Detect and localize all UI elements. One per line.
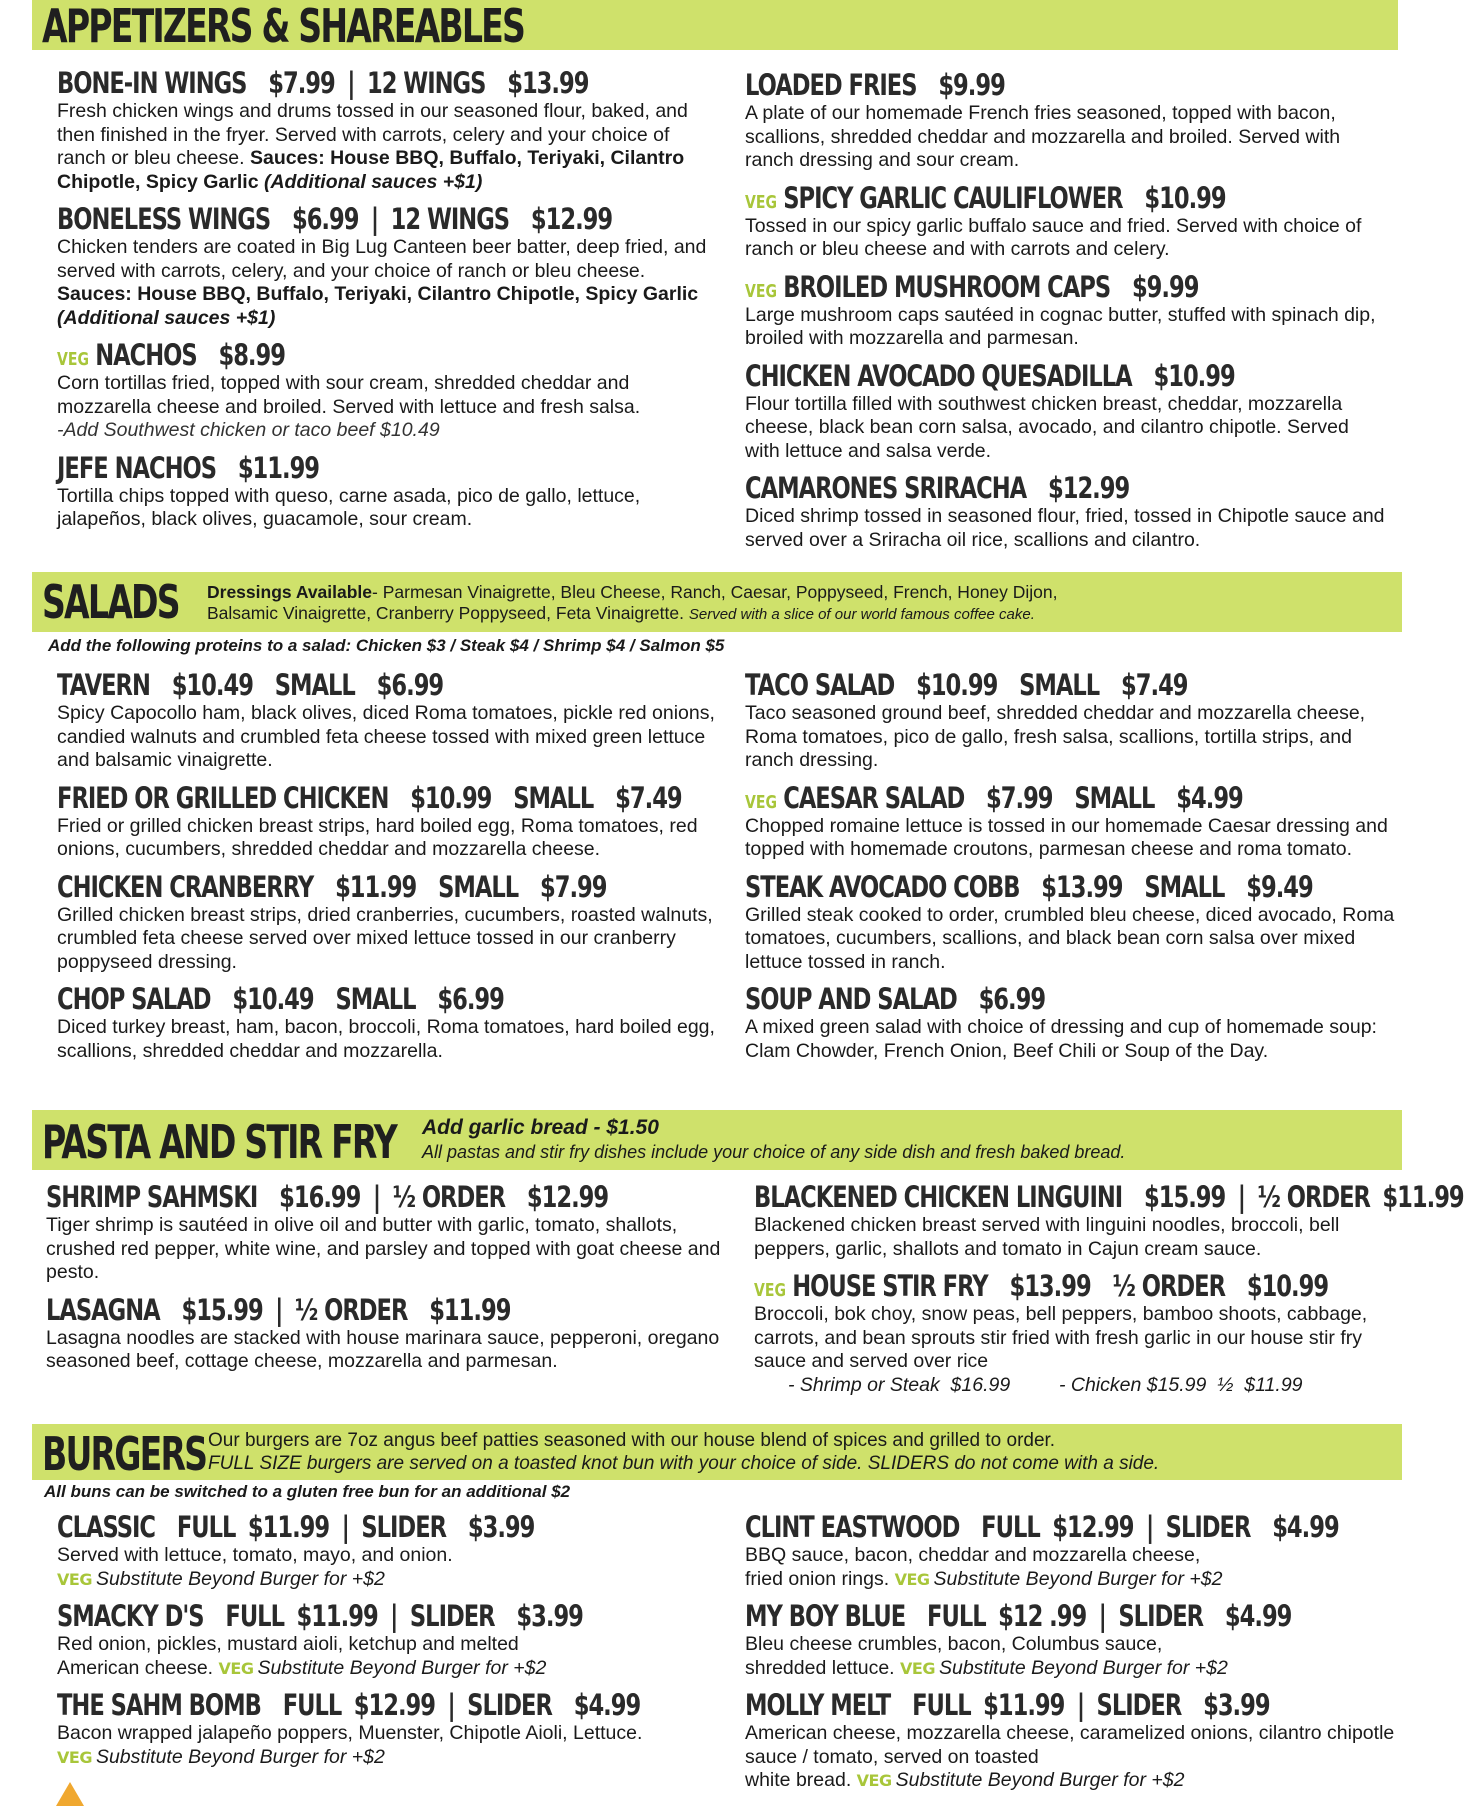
- item-description-line2: fried onion rings. VEG Substitute Beyond Burger for +$2: [745, 1567, 1223, 1590]
- menu-item-steak-avocado-cobb: [745, 870, 1395, 975]
- item-description: Grilled steak cooked to order, crumbled bleu cheese, diced avocado, Roma tomatoes, cucumbers, scallions, and black bean corn salsa over mixed lettuce tossed in ranch.: [745, 903, 1395, 973]
- item-description: Diced turkey breast, ham, bacon, broccoli, Roma tomatoes, hard boiled egg, scallions, shredded cheddar and mozzarella.: [57, 1016, 715, 1062]
- item-price: $7.99: [268, 66, 335, 100]
- item-price: $11.99: [237, 450, 320, 485]
- item-addon: - Shrimp or Steak $16.99 - Chicken $15.99 ½ $11.99: [788, 1373, 1303, 1396]
- item-description: Red onion, pickles, mustard aioli, ketchup and melted: [57, 1633, 519, 1655]
- item-description: Served with lettuce, tomato, mayo, and onion.: [57, 1544, 453, 1566]
- salad-proteins-note: Add the following proteins to a salad: Chicken $3 / Steak $4 / Shrimp $4 / Salmon $5: [48, 636, 725, 655]
- item-price: $11.99: [296, 1599, 378, 1633]
- item-name: SPICY GARLIC CAULIFLOWER: [783, 180, 1123, 215]
- item-alt-price: $4.99: [1224, 1599, 1292, 1633]
- separator: |: [1145, 1510, 1154, 1544]
- menu-item-molly-melt: [745, 1688, 1395, 1793]
- menu-item-tavern: [57, 668, 727, 773]
- item-alt-label: SLIDER: [409, 1599, 495, 1633]
- item-alt-price: $4.99: [1272, 1510, 1339, 1544]
- item-price: $12.99: [1052, 1510, 1134, 1544]
- item-description: Grilled chicken breast strips, dried cranberries, cucumbers, roasted walnuts, crumbled feta cheese served over mixed lettuce tossed in our cranberry poppyseed dressing.: [57, 903, 713, 973]
- item-description-line2: American cheese. VEG Substitute Beyond Burger for +$2: [57, 1656, 547, 1679]
- salads-header: [32, 572, 1402, 632]
- item-alt-price: $7.49: [615, 780, 682, 815]
- item-alt-label: ½ ORDER: [1112, 1269, 1226, 1303]
- beyond-note: VEG Substitute Beyond Burger for +$2: [57, 1567, 385, 1590]
- item-price: $11.99: [335, 869, 417, 904]
- item-size-label: FULL: [927, 1599, 986, 1633]
- separator: |: [447, 1688, 455, 1722]
- burgers-header: [32, 1424, 1402, 1480]
- item-price: $10.49: [171, 668, 253, 702]
- menu-item-bone-in-wings: [57, 66, 717, 194]
- item-alt-label: SLIDER: [467, 1688, 552, 1722]
- item-name: CHICKEN CRANBERRY: [57, 869, 314, 904]
- item-price: $10.99: [410, 780, 492, 815]
- item-price: $10.49: [232, 982, 314, 1016]
- item-price: $13.99: [1041, 869, 1123, 904]
- item-name: MY BOY BLUE: [745, 1599, 906, 1633]
- item-price: $15.99: [181, 1292, 263, 1327]
- item-price: $8.99: [218, 338, 285, 372]
- menu-item-blackened-chicken-linguini: [754, 1180, 1464, 1261]
- item-alt-label: SLIDER: [1118, 1599, 1204, 1633]
- item-name: BONE-IN WINGS: [57, 66, 247, 100]
- item-price: $11.99: [247, 1510, 330, 1544]
- item-alt-price: $6.99: [376, 668, 444, 702]
- item-description: Diced shrimp tossed in seasoned flour, fried, tossed in Chipotle sauce and served over a Sriracha oil rice, scallions and cilantro.: [745, 505, 1385, 551]
- item-description: Broccoli, bok choy, snow peas, bell peppers, bamboo shoots, cabbage, carrots, and bean sprouts stir fried with fresh garlic in our house stir fry sauce and served over rice: [754, 1303, 1368, 1372]
- veg-badge: VEG: [754, 1280, 786, 1301]
- menu-item-caesar-salad: [745, 781, 1395, 862]
- item-description: Blackened chicken breast served with linguini noodles, broccoli, bell peppers, garlic, shallots and tomato in Cajun cream sauce.: [754, 1214, 1340, 1260]
- item-description: Taco seasoned ground beef, shredded cheddar and mozzarella cheese, Roma tomatoes, pico de gallo, fresh salsa, scallions, tortilla strips, and ranch dressing.: [745, 702, 1366, 771]
- separator: |: [347, 66, 355, 100]
- item-alt-price: $13.99: [507, 66, 589, 100]
- menu-item-the-sahm-bomb: [57, 1688, 737, 1769]
- item-price: $12.99: [353, 1688, 435, 1722]
- gluten-free-note: All buns can be switched to a gluten free bun for an additional $2: [44, 1482, 571, 1501]
- item-name: LASAGNA: [46, 1292, 160, 1327]
- menu-item-lasagna: [46, 1293, 726, 1374]
- item-description: Large mushroom caps sautéed in cognac butter, stuffed with spinach dip, broiled with mozzarella and parmesan.: [745, 303, 1376, 349]
- item-name: BONELESS WINGS: [57, 202, 271, 236]
- item-addon: -Add Southwest chicken or taco beef $10.49: [57, 419, 440, 441]
- item-size-label: FULL: [176, 1510, 236, 1544]
- item-description: American cheese, mozzarella cheese, caramelized onions, cilantro chipotle sauce / tomato, served on toasted: [745, 1722, 1395, 1768]
- menu-item-taco-salad: [745, 668, 1395, 773]
- menu-item-loaded-fries: [745, 68, 1385, 173]
- menu-item-my-boy-blue: [745, 1599, 1395, 1680]
- veg-badge: VEG: [745, 191, 777, 213]
- item-alt-price: $10.99: [1246, 1269, 1329, 1303]
- menu-item-broiled-mushroom-caps: [745, 270, 1385, 351]
- appetizers-title: APPETIZERS & SHAREABLES: [42, 0, 525, 53]
- menu-item-chicken-cranberry: [57, 870, 727, 975]
- item-price: $10.99: [1144, 180, 1226, 215]
- beyond-note: VEG Substitute Beyond Burger for +$2: [57, 1745, 385, 1768]
- item-alt-label: SMALL: [1144, 869, 1225, 904]
- item-alt-label: SMALL: [513, 780, 594, 815]
- item-alt-label: ½ ORDER: [1257, 1180, 1370, 1214]
- pasta-side-note: All pastas and stir fry dishes include your choice of any side dish and fresh baked bread.: [422, 1142, 1126, 1162]
- item-alt-price: $12.99: [530, 202, 613, 236]
- menu-item-boneless-wings: [57, 202, 717, 330]
- item-description-line2: shredded lettuce. VEG Substitute Beyond Burger for +$2: [745, 1656, 1228, 1679]
- item-price: $12.99: [1048, 471, 1130, 505]
- item-name: CHICKEN AVOCADO QUESADILLA: [745, 358, 1132, 393]
- pasta-left-column: [46, 1180, 726, 1382]
- separator: |: [275, 1292, 283, 1327]
- item-description: A plate of our homemade French fries seasoned, topped with bacon, scallions, shredded cheddar and mozzarella and broiled. Served with ranch dressing and sour cream.: [745, 102, 1341, 171]
- veg-badge: VEG: [745, 791, 777, 813]
- item-alt-label: SMALL: [1074, 780, 1155, 815]
- item-alt-price: $3.99: [516, 1599, 583, 1633]
- item-alt-price: $7.99: [540, 869, 607, 904]
- burgers-note: Our burgers are 7oz angus beef patties seasoned with our house blend of spices and grilled to order. FULL SIZE burgers are served on a toasted knot bun with your choice of side. SLIDERS do not come with a side.: [208, 1430, 1160, 1474]
- item-price: $9.99: [938, 68, 1005, 102]
- dressings-note: Dressings Available- Parmesan Vinaigrette, Bleu Cheese, Ranch, Caesar, Poppyseed, French, Honey Dijon, Balsamic Vinaigrette, Cranberry Poppyseed, Feta Vinaigrette. Served with a slice of our world famous coffee cake.: [207, 582, 1058, 623]
- item-name: THE SAHM BOMB: [57, 1688, 261, 1722]
- item-alt-label: 12 WINGS: [390, 202, 510, 236]
- item-description: Tiger shrimp is sautéed in olive oil and butter with garlic, tomato, shallots, crushed red pepper, white wine, and parsley and topped with goat cheese and pesto.: [46, 1214, 721, 1283]
- warning-icon: [56, 1782, 84, 1806]
- pasta-title: PASTA AND STIR FRY: [42, 1115, 396, 1169]
- item-name: TAVERN: [57, 668, 150, 702]
- item-name: HOUSE STIR FRY: [792, 1269, 988, 1303]
- item-description: Corn tortillas fried, topped with sour cream, shredded cheddar and mozzarella cheese and broiled. Served with lettuce and fresh salsa.: [57, 372, 641, 418]
- item-price: $6.99: [978, 982, 1046, 1016]
- separator: |: [1076, 1688, 1085, 1722]
- separator: |: [1098, 1599, 1106, 1633]
- item-alt-price: $9.49: [1246, 869, 1313, 904]
- item-description: BBQ sauce, bacon, cheddar and mozzarella cheese,: [745, 1544, 1201, 1566]
- item-size-label: FULL: [225, 1599, 284, 1633]
- menu-item-chop-salad: [57, 982, 727, 1063]
- separator: |: [1237, 1180, 1245, 1214]
- item-alt-label: SMALL: [438, 869, 519, 904]
- menu-item-camarones-sriracha: [745, 471, 1385, 552]
- item-name: CAESAR SALAD: [783, 780, 965, 815]
- item-description: Fried or grilled chicken breast strips, hard boiled egg, Roma tomatoes, red onions, cucumbers, shredded cheddar and mozzarella cheese.: [57, 814, 698, 860]
- item-alt-price: $11.99: [1382, 1180, 1464, 1214]
- item-price: $15.99: [1144, 1180, 1226, 1214]
- item-name: BROILED MUSHROOM CAPS: [783, 269, 1111, 304]
- item-name: CHOP SALAD: [57, 982, 211, 1016]
- menu-item-house-stir-fry: [754, 1269, 1404, 1397]
- item-name: MOLLY MELT: [745, 1688, 891, 1722]
- item-name: TACO SALAD: [745, 668, 895, 702]
- burgers-left-column: [57, 1510, 737, 1777]
- item-alt-price: $3.99: [1203, 1688, 1270, 1722]
- separator: |: [390, 1599, 398, 1633]
- separator: |: [372, 1180, 381, 1214]
- item-alt-label: ½ ORDER: [294, 1292, 408, 1327]
- menu-item-jefe-nachos: [57, 451, 717, 532]
- item-name: LOADED FRIES: [745, 68, 917, 102]
- item-name: SOUP AND SALAD: [745, 982, 957, 1016]
- pasta-right-column: [754, 1180, 1464, 1405]
- item-price: $9.99: [1131, 269, 1199, 304]
- menu-item-clint-eastwood: [745, 1510, 1395, 1591]
- item-alt-price: $12.99: [526, 1180, 609, 1214]
- menu-item-spicy-garlic-cauliflower: [745, 181, 1385, 262]
- item-description: Bacon wrapped jalapeño poppers, Muenster, Chipotle Aioli, Lettuce.: [57, 1722, 643, 1744]
- menu-item-nachos: [57, 338, 717, 443]
- separator: |: [370, 202, 379, 236]
- item-description: A mixed green salad with choice of dressing and cup of homemade soup: Clam Chowder, French Onion, Beef Chili or Soup of the Day.: [745, 1016, 1377, 1062]
- item-alt-label: SMALL: [1019, 668, 1100, 702]
- item-name: SHRIMP SAHMSKI: [46, 1180, 258, 1214]
- menu-item-classic: [57, 1510, 737, 1591]
- item-description-line2: white bread. VEG Substitute Beyond Burger for +$2: [745, 1769, 1185, 1791]
- item-size-label: FULL: [282, 1688, 342, 1722]
- menu-item-shrimp-sahmski: [46, 1180, 726, 1285]
- salads-right-column: [745, 668, 1395, 1071]
- appetizers-header: [32, 0, 1398, 53]
- item-price: $6.99: [291, 202, 359, 236]
- item-size-label: FULL: [912, 1688, 971, 1722]
- item-name: NACHOS: [95, 338, 197, 372]
- veg-badge: VEG: [57, 349, 89, 370]
- item-name: BLACKENED CHICKEN LINGUINI: [754, 1180, 1123, 1214]
- item-alt-label: SMALL: [335, 982, 416, 1016]
- item-description: Flour tortilla filled with southwest chicken breast, cheddar, mozzarella cheese, black bean corn salsa, avocado, and cilantro chipotle. Served with lettuce and salsa verde.: [745, 392, 1349, 462]
- appetizers-left-column: [57, 66, 717, 540]
- item-price: $16.99: [279, 1180, 361, 1214]
- salads-title: SALADS: [42, 575, 179, 629]
- item-price: $10.99: [1153, 358, 1235, 393]
- item-name: CLASSIC: [57, 1510, 156, 1544]
- item-alt-price: $4.99: [573, 1688, 641, 1722]
- menu-item-soup-and-salad: [745, 982, 1395, 1063]
- item-alt-price: $7.49: [1121, 668, 1188, 702]
- item-price: $12 .99: [998, 1599, 1087, 1633]
- menu-item-smacky-ds: [57, 1599, 737, 1680]
- item-alt-label: SLIDER: [1165, 1510, 1251, 1544]
- item-description: Fresh chicken wings and drums tossed in our seasoned flour, baked, and then finished in the fryer. Served with carrots, celery and your choice of ranch or bleu cheese. Sauces: House BBQ, Buffalo, Teriyaki, Cilantro Chipotle, Spicy Garlic (Additional sauces +$1): [57, 100, 688, 193]
- pasta-header: [32, 1110, 1402, 1170]
- item-alt-price: $11.99: [429, 1292, 511, 1327]
- item-name: FRIED OR GRILLED CHICKEN: [57, 780, 389, 815]
- garlic-bread-note: Add garlic bread - $1.50: [422, 1116, 659, 1139]
- item-price: $7.99: [986, 780, 1053, 815]
- item-alt-label: 12 WINGS: [366, 66, 486, 100]
- item-price: $13.99: [1009, 1269, 1091, 1303]
- item-description: Tortilla chips topped with queso, carne asada, pico de gallo, lettuce, jalapeños, black olives, guacamole, sour cream.: [57, 484, 641, 530]
- separator: |: [341, 1510, 349, 1544]
- salads-left-column: [57, 668, 727, 1071]
- item-alt-price: $3.99: [467, 1510, 535, 1544]
- item-name: STEAK AVOCADO COBB: [745, 869, 1020, 904]
- item-name: CLINT EASTWOOD: [745, 1510, 960, 1544]
- menu-item-fried-or-grilled-chicken: [57, 781, 727, 862]
- item-name: SMACKY D'S: [57, 1599, 204, 1633]
- item-alt-label: SLIDER: [361, 1510, 447, 1544]
- appetizers-right-column: [745, 68, 1385, 560]
- item-description: Bleu cheese crumbles, bacon, Columbus sauce,: [745, 1633, 1163, 1655]
- item-name: CAMARONES SRIRACHA: [745, 471, 1027, 505]
- item-description: Lasagna noodles are stacked with house marinara sauce, pepperoni, oregano seasoned beef, cottage cheese, mozzarella and parmesan.: [46, 1326, 720, 1372]
- item-description: Tossed in our spicy garlic buffalo sauce and fried. Served with choice of ranch or bleu cheese and with carrots and celery.: [745, 214, 1362, 260]
- item-alt-label: SLIDER: [1096, 1688, 1182, 1722]
- burgers-right-column: [745, 1510, 1395, 1801]
- menu-item-chicken-avocado-quesadilla: [745, 359, 1385, 464]
- item-alt-price: $6.99: [437, 982, 504, 1016]
- item-description: Chicken tenders are coated in Big Lug Canteen beer batter, deep fried, and served with carrots, celery, and your choice of ranch or bleu cheese. Sauces: House BBQ, Buffalo, Teriyaki, Cilantro Chipotle, Spicy Garlic (Additional sauces +$1): [57, 236, 707, 329]
- burgers-title: BURGERS: [42, 1427, 207, 1481]
- item-description: Chopped romaine lettuce is tossed in our homemade Caesar dressing and topped with homemade croutons, parmesan cheese and roma tomato.: [745, 814, 1388, 860]
- item-price: $10.99: [916, 668, 998, 702]
- item-price: $11.99: [983, 1688, 1065, 1722]
- item-description: Spicy Capocollo ham, black olives, diced Roma tomatoes, pickle red onions, candied walnuts and crumbled feta cheese tossed with mixed green lettuce and balsamic vinaigrette.: [57, 702, 715, 771]
- item-name: JEFE NACHOS: [57, 450, 216, 485]
- item-alt-label: ½ ORDER: [392, 1180, 506, 1214]
- item-alt-price: $4.99: [1176, 780, 1243, 815]
- item-alt-label: SMALL: [274, 668, 355, 702]
- item-size-label: FULL: [981, 1510, 1040, 1544]
- veg-badge: VEG: [745, 280, 777, 302]
